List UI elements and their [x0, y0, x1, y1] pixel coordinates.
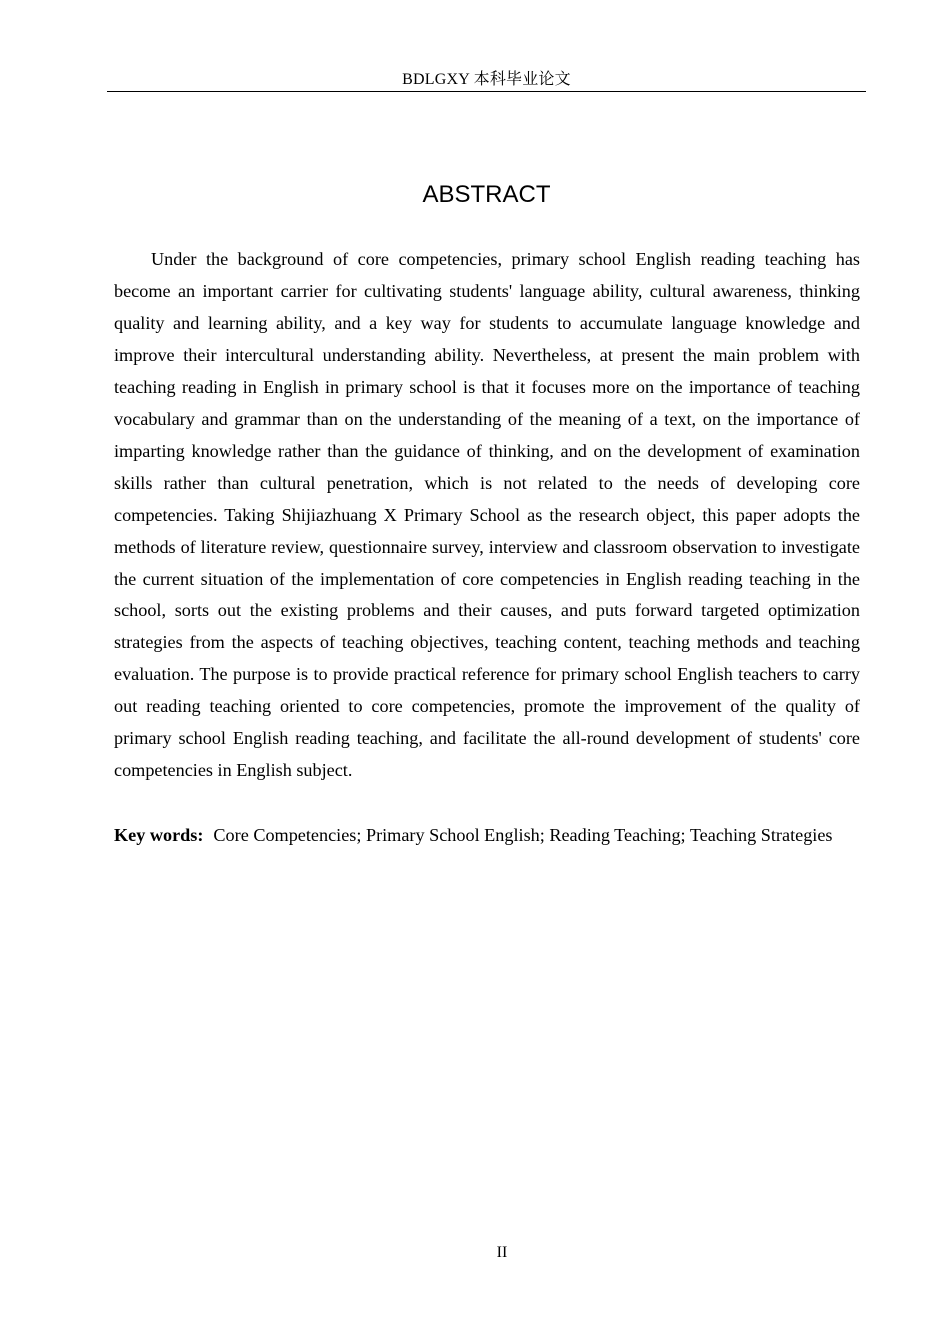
abstract-title: ABSTRACT — [422, 181, 551, 208]
keywords-paragraph — [114, 819, 860, 851]
keywords-label: Key words: — [114, 825, 204, 845]
running-header: BDLGXY 本科毕业论文 — [402, 71, 571, 88]
keywords-text: Core Competencies; Primary School English; Reading Teaching; Teaching Strategies — [213, 825, 833, 845]
page-number: II — [496, 1244, 508, 1261]
abstract-body: Under the background of core competencies, primary school English reading teaching has become an important carrier for cultivating students' language ability, cultural awareness, thinking quality and learning ability, and a key way for students to accumulate language knowledge and improve their intercultural understanding ability. Nevertheless, at present the main problem with teaching reading in English in primary school is that it focuses more on the importance of teaching vocabulary and grammar than on the understanding of the meaning of a text, on the importance of imparting knowledge rather than the guidance of thinking, and on the development of examination skills rather than cultural penetration, which is not related to the needs of developing core competencies. Taking Shijiazhuang X Primary School as the research object, this paper adopts the methods of literature review, questionnaire survey, interview and classroom observation to investigate the current situation of the implementation of core competencies in English reading teaching in the school, sorts out the existing problems and their causes, and puts forward targeted optimization strategies from the aspects of teaching objectives, teaching content, teaching methods and teaching evaluation. The purpose is to provide practical reference for primary school English teachers to carry out reading teaching oriented to core competencies, promote the improvement of the quality of primary school English reading teaching, and facilitate the all-round development of students' core competencies in English subject. — [114, 249, 860, 781]
header-rule — [107, 91, 866, 92]
